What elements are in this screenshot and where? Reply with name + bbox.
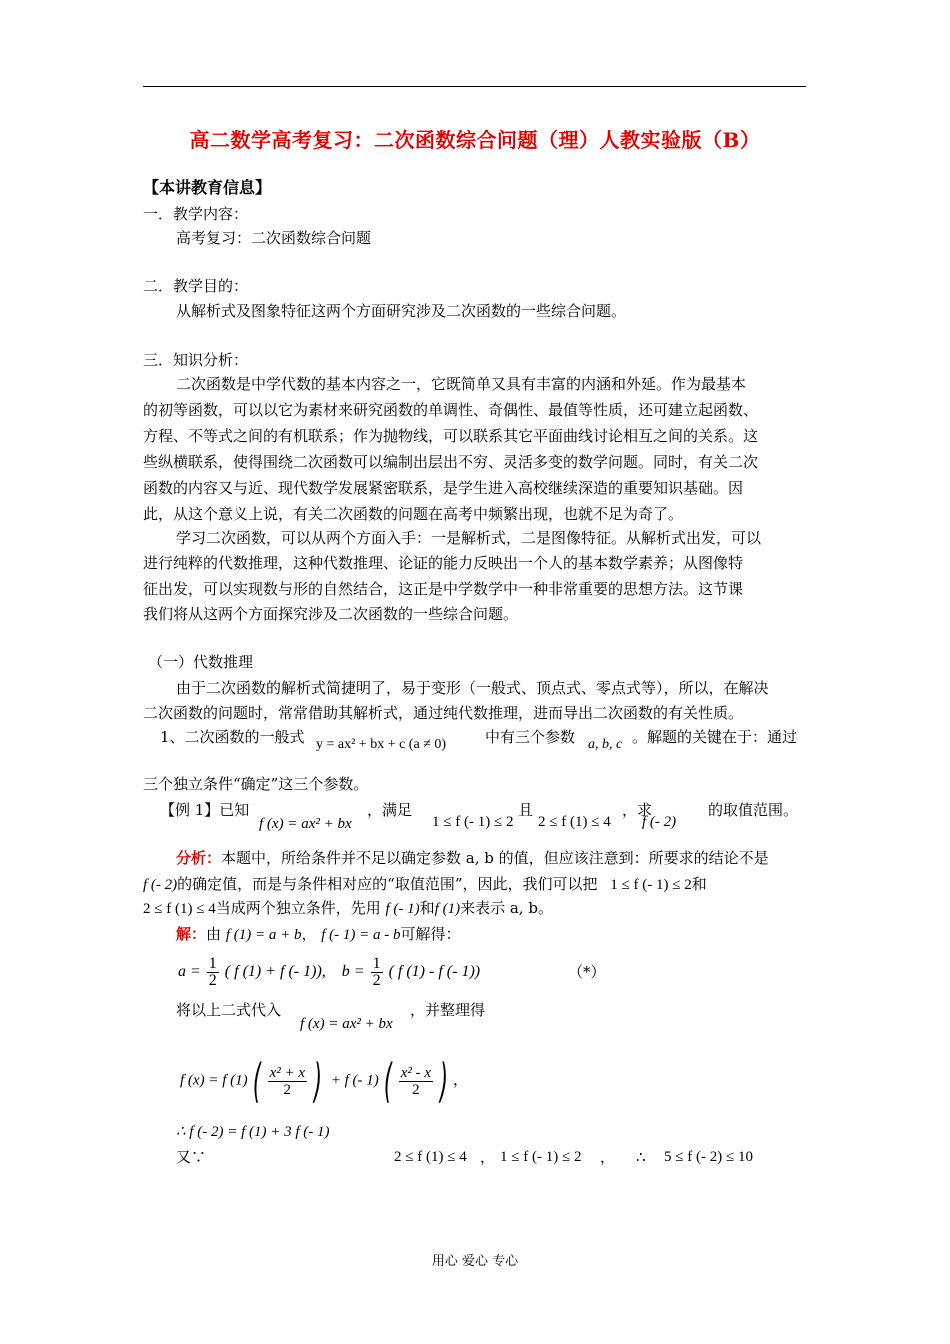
substitute-function: f (x) = ax² + bx [300,1016,393,1032]
analysis-target: f (- 2) [143,877,178,893]
eq-a-rhs: ( f (1) + f (- 1)), [224,963,326,980]
analysis-tail: 来表示 a, b。 [460,899,553,917]
page-title: 高二数学高考复习：二次函数综合问题（理）人教实验版（B） [189,128,761,152]
fx-expansion [180,1054,468,1108]
solution-sep: ， [301,925,317,943]
example1-label: 【例 1】已知 [160,801,250,819]
equation-star: （*） [568,963,606,981]
fraction-half: $\frac{1}{2}$ [208,954,217,989]
analysis-text: 当成两个独立条件，先用 [215,899,381,917]
para1-line: 此，从这个意义上说，有关二次函数的问题在高考中频繁出现，也就不足为奇了。 [143,505,684,523]
solution-line1 [176,924,461,945]
analysis-line3 [143,898,553,919]
paren-right: ) [313,1054,323,1108]
item1-suffix: 。解题的关键在于：通过 [632,728,798,746]
item1-prefix: 1、二次函数的一般式 [160,728,305,746]
substitute-post: ，并整理得 [410,1001,486,1019]
header-rule [143,86,806,87]
para1-line: 二次函数是中学代数的基本内容之一，它既简单又具有丰富的内涵和外延。作为最基本 [176,375,747,393]
fraction-x2-plus-x: $\frac{\text{x² + x}}{2}$ [269,1064,305,1098]
para2-line: 征出发，可以实现数与形的自然结合，这正是中学数学中一种非常重要的思想方法。这节课 [143,580,744,598]
because-label: 又∵ [176,1148,207,1166]
therefore-f-minus2: ∴ f (- 2) = f (1) + 3 f (- 1) [176,1124,330,1140]
fx-tail: ， [452,1072,468,1089]
section-2-heading: 二．教学目的： [143,277,249,295]
fraction-x2-minus-x: $\frac{\text{x² - x}}{2}$ [400,1064,431,1098]
page-footer: 用心 爱心 专心 [431,1254,519,1269]
subsection-heading: （一）代数推理 [148,653,254,671]
eq-b-rhs: ( f (1) - f (- 1)) [388,963,481,980]
analysis-f-minus1: f (- 1) [385,901,420,917]
example1-condition1: 1 ≤ f (- 1) ≤ 2 [432,814,514,830]
solution-eq2: f (- 1) = a - b [321,927,401,943]
eq-a-lhs: a = [178,963,201,980]
solution-eq1: f (1) = a + b [225,927,302,943]
example1-text: ，满足 [367,801,413,819]
solution-text: 由 [206,925,222,943]
example1-target: f (- 2) [642,814,677,830]
analysis-text: 本题中，所给条件并不足以确定参数 a, b 的值，但应该注意到：所要求的结论不是 [221,849,769,867]
fx-mid: + f (- 1) [330,1072,379,1089]
section-3-heading: 三．知识分析： [143,351,249,369]
solution-text2: 可解得： [400,925,461,943]
because-condition1: 2 ≤ f (1) ≤ 4 [394,1149,467,1165]
item1-line2: 三个独立条件“确定”这三个参数。 [143,775,369,793]
paren-right: ) [439,1054,449,1108]
analysis-label: 分析： [176,849,222,867]
example1-function: f (x) = ax² + bx [259,816,352,832]
paren-left: ( [252,1054,261,1108]
eq-b-lhs: b = [341,963,365,980]
section-1-heading: 一．教学内容： [143,205,249,223]
para2-line: 进行纯粹的代数推理，这种代数推理、论证的能力反映出一个人的基本数学素养；从图像特 [143,554,744,572]
analysis-line2 [143,874,707,895]
because-sep: ， [480,1148,496,1166]
para1-line: 些纵横联系，使得围绕二次函数可以编制出层出不穷、灵活多变的数学问题。同时，有关二次 [143,453,759,471]
example1-condition2: 2 ≤ f (1) ≤ 4 [538,814,611,830]
equation-a-b [178,954,480,990]
item1-params: a, b, c [588,737,623,752]
section-1-content: 高考复习：二次函数综合问题 [176,229,372,247]
subsection-line: 二次函数的问题时，常常借助其解析式，通过纯代数推理，进而导出二次函数的有关性质。 [143,704,744,722]
solution-label: 解： [176,925,207,943]
info-header: 【本讲教育信息】 [143,178,272,197]
because-condition2: 1 ≤ f (- 1) ≤ 2 [500,1149,582,1165]
because-sep2: ， [600,1148,616,1166]
item1-formula: y = ax² + bx + c (a ≠ 0) [316,737,447,752]
analysis-text: 的确定值，而是与条件相对应的“取值范围”，因此，我们可以把 [177,875,598,893]
item1-mid: 中有三个参数 [485,728,576,746]
analysis-f1: f (1) [434,901,461,917]
para1-line: 的初等函数，可以以它为素材来研究函数的单调性、奇偶性、最值等性质，还可建立起函数、 [143,401,759,419]
para2-line: 我们将从这两个方面探究涉及二次函数的一些综合问题。 [143,605,519,623]
analysis-and2: 和 [419,899,435,917]
analysis-line1 [176,848,769,868]
therefore-symbol: ∴ [636,1148,646,1166]
para1-line: 函数的内容又与近、现代数学发展紧密联系，是学生进入高校继续深造的重要知识基础。因 [143,479,744,497]
fraction-half: $\frac{1}{2}$ [372,954,381,989]
analysis-condition1: 1 ≤ f (- 1) ≤ 2 [610,877,692,893]
section-2-content: 从解析式及图象特征这两个方面研究涉及二次函数的一些综合问题。 [176,302,627,320]
example1-and: 且 [518,801,534,819]
example1-tail: 的取值范围。 [708,801,799,819]
substitute-text: 将以上二式代入 [176,1001,282,1019]
analysis-condition2: 2 ≤ f (1) ≤ 4 [143,901,216,917]
para2-line: 学习二次函数，可以从两个方面入手：一是解析式，二是图像特征。从解析式出发，可以 [176,529,762,547]
para1-line: 方程、不等式之间的有机联系；作为抛物线，可以联系其它平面曲线讨论相互之间的关系。这 [143,427,759,445]
subsection-line: 由于二次函数的解析式简捷明了，易于变形（一般式、顶点式、零点式等），所以，在解决 [176,679,769,697]
result-range: 5 ≤ f (- 2) ≤ 10 [664,1149,753,1165]
fx-lhs: f (x) = f (1) [180,1072,248,1089]
analysis-and: 和 [691,875,707,893]
example1-ask: ，求 [622,801,653,819]
paren-left: ( [383,1054,392,1108]
